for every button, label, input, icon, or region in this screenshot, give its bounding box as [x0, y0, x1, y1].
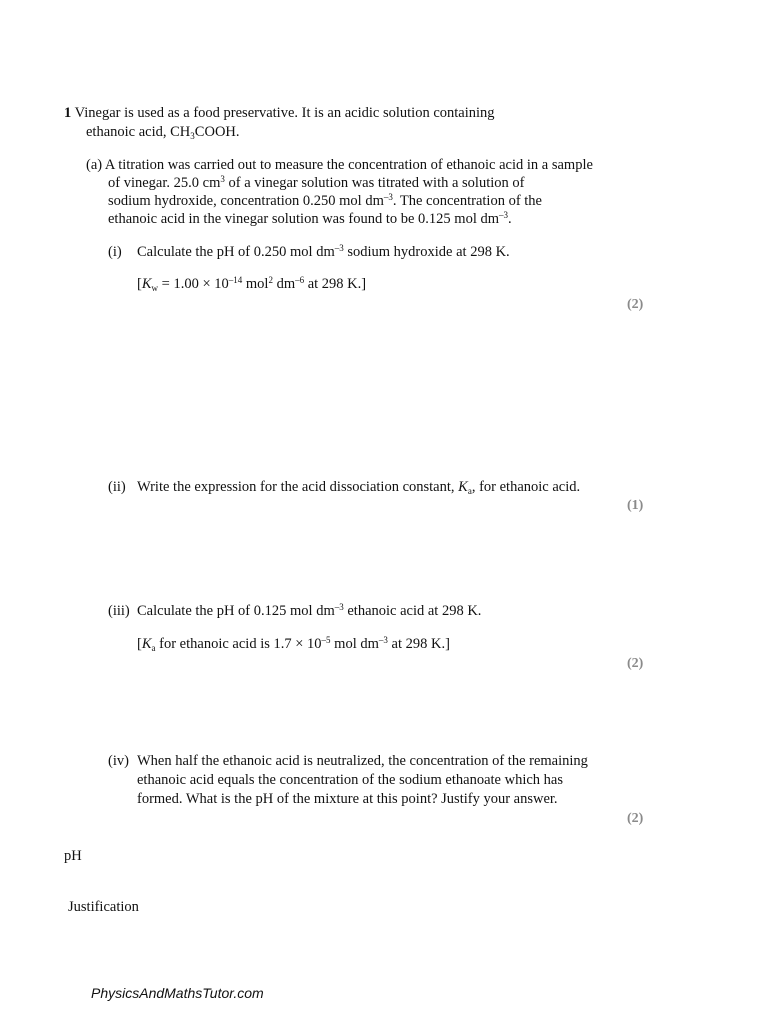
intro-text: ethanoic acid, CH	[86, 124, 191, 140]
data-text: for ethanoic acid is 1.7 × 10	[155, 636, 322, 652]
subscript: 3	[190, 131, 195, 141]
footer-source-text: PhysicsAndMathsTutor.com	[91, 985, 264, 1001]
sub-i-label: (i)	[108, 244, 122, 260]
sub-iii-data	[137, 635, 450, 653]
bracket: [	[137, 276, 142, 292]
sub-ii-text-part: , for ethanoic acid.	[471, 479, 581, 495]
superscript: –5	[321, 635, 331, 645]
sub-ii-marks: (1)	[627, 498, 644, 513]
part-a-line3	[108, 192, 542, 210]
sub-i-text-part: Calculate the pH of 0.250 mol dm	[137, 244, 335, 260]
sub-i-text	[137, 243, 510, 261]
sub-iii-text-part: ethanoic acid at 298 K.	[343, 603, 482, 619]
data-text: mol dm	[330, 636, 379, 652]
superscript: 2	[268, 275, 273, 285]
part-a-text: A titration was carried out to measure the concentration of ethanoic acid in a sample	[104, 157, 593, 173]
sub-ii-text-part: Write the expression for the acid dissociation constant,	[137, 479, 459, 495]
superscript: –6	[295, 275, 305, 285]
data-text: at 298 K.]	[304, 276, 367, 292]
bracket: [	[137, 636, 142, 652]
superscript: –3	[378, 635, 388, 645]
superscript: –14	[228, 275, 243, 285]
subscript: w	[151, 283, 159, 293]
superscript: –3	[334, 243, 344, 253]
part-a-text: . The concentration of the	[392, 193, 542, 209]
sub-iii-text	[137, 602, 481, 620]
part-a-line4	[108, 210, 512, 228]
sub-iv-line1: When half the ethanoic acid is neutralized, the concentration of the remaining	[137, 753, 588, 769]
superscript: –3	[383, 192, 393, 202]
ph-answer-label: pH	[64, 848, 82, 864]
ka-symbol: K	[458, 479, 468, 495]
kw-symbol: K	[141, 276, 152, 292]
part-a-text: ethanoic acid in the vinegar solution was found to be 0.125 mol dm	[108, 211, 500, 227]
data-text: mol	[242, 276, 269, 292]
question-intro-text: Vinegar is used as a food preservative. It is an acidic solution containing	[74, 105, 495, 121]
sub-iv-label: (iv)	[108, 753, 129, 769]
sub-iv-marks: (2)	[627, 811, 644, 826]
question-intro-line1	[64, 104, 495, 122]
sub-i-marks: (2)	[627, 297, 644, 312]
sub-i-text-part: sodium hydroxide at 298 K.	[343, 244, 510, 260]
part-a-text: .	[508, 211, 512, 227]
superscript: 3	[220, 174, 225, 184]
question-number: 1	[64, 105, 72, 121]
sub-iii-label: (iii)	[108, 603, 130, 619]
part-a-line1	[86, 156, 593, 174]
sub-iii-marks: (2)	[627, 656, 644, 671]
part-a-text: of a vinegar solution was titrated with a solution of	[224, 175, 525, 191]
intro-text: COOH.	[194, 124, 240, 140]
sub-iv-line2: ethanoic acid equals the concentration of the sodium ethanoate which has	[137, 772, 563, 788]
ka-symbol: K	[141, 636, 152, 652]
data-text: dm	[272, 276, 296, 292]
subscript: a	[467, 486, 472, 496]
superscript: –3	[499, 210, 509, 220]
part-a-text: of vinegar. 25.0 cm	[108, 175, 221, 191]
sub-iii-text-part: Calculate the pH of 0.125 mol dm	[137, 603, 335, 619]
data-text: = 1.00 × 10	[158, 276, 229, 292]
subscript: a	[151, 643, 156, 653]
justification-answer-label: Justification	[68, 899, 139, 915]
sub-i-data	[137, 275, 366, 293]
sub-ii-text	[137, 478, 580, 496]
question-intro-line2	[86, 123, 240, 141]
part-a-line2	[108, 174, 524, 192]
data-text: at 298 K.]	[387, 636, 450, 652]
sub-iv-line3: formed. What is the pH of the mixture at this point? Justify your answer.	[137, 791, 558, 807]
part-a-label: (a)	[86, 157, 103, 173]
sub-ii-label: (ii)	[108, 479, 126, 495]
part-a-text: sodium hydroxide, concentration 0.250 mol dm	[108, 193, 384, 209]
superscript: –3	[334, 602, 344, 612]
